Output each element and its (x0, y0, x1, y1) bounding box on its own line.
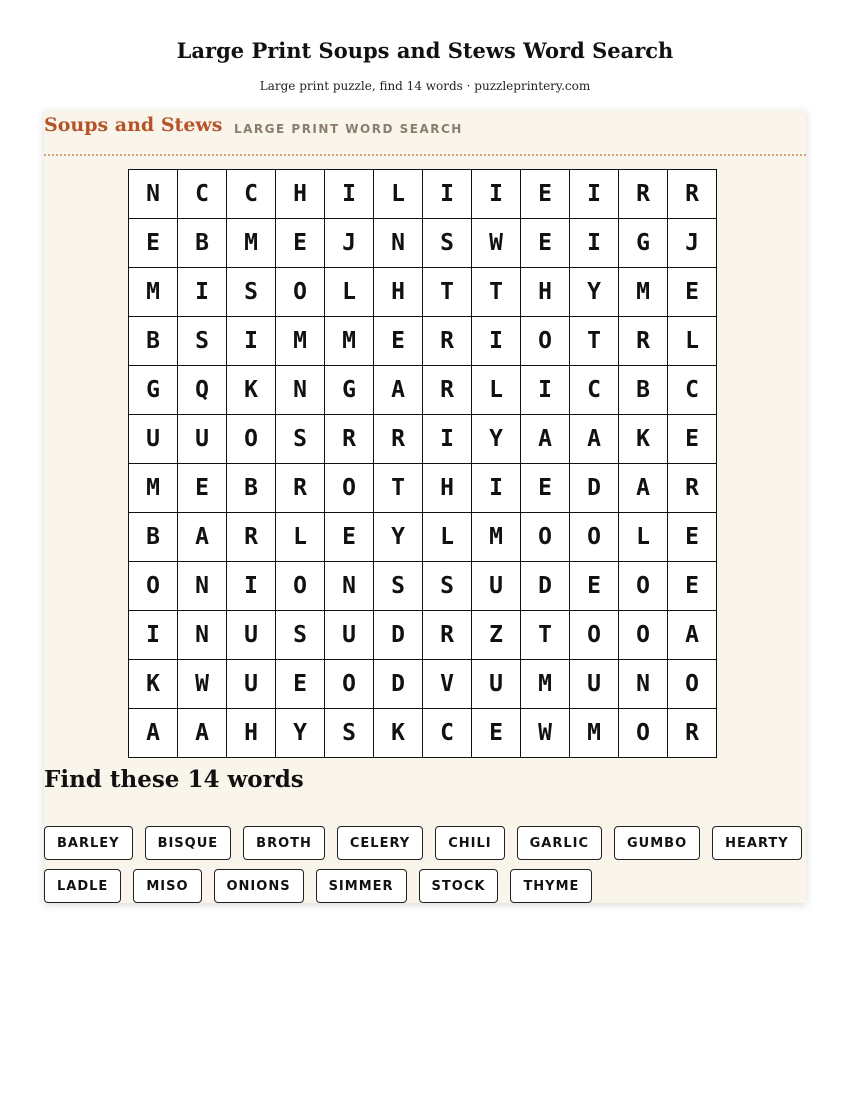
grid-cell[interactable]: R (423, 366, 472, 415)
word-chip[interactable]: STOCK (419, 869, 499, 903)
grid-cell[interactable]: A (521, 415, 570, 464)
grid-cell[interactable]: U (129, 415, 178, 464)
grid-cell[interactable]: C (570, 366, 619, 415)
grid-cell[interactable]: L (668, 317, 717, 366)
grid-cell[interactable]: E (129, 219, 178, 268)
grid-cell[interactable]: G (619, 219, 668, 268)
grid-cell[interactable]: N (178, 562, 227, 611)
grid-cell[interactable]: H (374, 268, 423, 317)
grid-cell[interactable]: J (668, 219, 717, 268)
grid-cell[interactable]: S (276, 415, 325, 464)
grid-cell[interactable]: O (276, 562, 325, 611)
grid-cell[interactable]: L (276, 513, 325, 562)
word-chip[interactable]: BARLEY (44, 826, 133, 860)
grid-cell[interactable]: I (178, 268, 227, 317)
word-chip[interactable]: THYME (510, 869, 592, 903)
grid-cell[interactable]: T (472, 268, 521, 317)
words-heading: Find these 14 words (44, 766, 304, 793)
grid-cell[interactable]: S (276, 611, 325, 660)
grid-cell[interactable]: A (668, 611, 717, 660)
grid-cell[interactable]: C (227, 170, 276, 219)
grid-cell[interactable]: B (619, 366, 668, 415)
grid-cell[interactable]: U (472, 660, 521, 709)
grid-cell[interactable]: H (521, 268, 570, 317)
grid-cell[interactable]: M (129, 268, 178, 317)
grid-cell[interactable]: O (325, 464, 374, 513)
grid-cell[interactable]: O (276, 268, 325, 317)
grid-cell[interactable]: R (668, 464, 717, 513)
grid-cell[interactable]: D (521, 562, 570, 611)
grid-cell[interactable]: M (472, 513, 521, 562)
grid-cell[interactable]: B (129, 317, 178, 366)
grid-cell[interactable]: O (619, 709, 668, 758)
grid-cell[interactable]: O (129, 562, 178, 611)
grid-cell[interactable]: T (521, 611, 570, 660)
word-chip[interactable]: CELERY (337, 826, 423, 860)
grid-cell[interactable]: S (374, 562, 423, 611)
grid-cell[interactable]: S (325, 709, 374, 758)
grid-cell[interactable]: N (129, 170, 178, 219)
grid-cell[interactable]: L (619, 513, 668, 562)
grid-cell[interactable]: O (570, 611, 619, 660)
grid-cell[interactable]: K (227, 366, 276, 415)
word-chip[interactable]: MISO (133, 869, 201, 903)
grid-cell[interactable]: D (570, 464, 619, 513)
grid-cell[interactable]: H (423, 464, 472, 513)
grid-cell[interactable]: R (668, 170, 717, 219)
grid-cell[interactable]: O (521, 317, 570, 366)
grid-cell[interactable]: I (472, 317, 521, 366)
grid-cell[interactable]: N (374, 219, 423, 268)
grid-cell[interactable]: B (178, 219, 227, 268)
grid-cell[interactable]: T (570, 317, 619, 366)
grid-cell[interactable]: E (668, 268, 717, 317)
page-subtitle: Large print puzzle, find 14 words · puzzleprintery.com (259, 79, 591, 93)
grid-cell[interactable]: K (619, 415, 668, 464)
grid-cell[interactable]: Y (276, 709, 325, 758)
grid-cell[interactable]: A (129, 709, 178, 758)
grid-cell[interactable]: I (227, 317, 276, 366)
grid-cell[interactable]: N (178, 611, 227, 660)
grid-cell[interactable]: A (178, 709, 227, 758)
grid-cell[interactable]: R (619, 317, 668, 366)
grid-cell[interactable]: M (521, 660, 570, 709)
word-chip[interactable]: SIMMER (316, 869, 407, 903)
grid-cell[interactable]: J (325, 219, 374, 268)
grid-cell[interactable]: M (619, 268, 668, 317)
grid-cell[interactable]: I (521, 366, 570, 415)
grid-cell[interactable]: R (619, 170, 668, 219)
grid-cell[interactable]: O (619, 611, 668, 660)
grid-cell[interactable]: B (227, 464, 276, 513)
grid-cell[interactable]: S (423, 219, 472, 268)
grid-cell[interactable]: C (668, 366, 717, 415)
grid-cell[interactable]: N (325, 562, 374, 611)
grid-cell[interactable]: Z (472, 611, 521, 660)
grid-cell[interactable]: B (129, 513, 178, 562)
grid-cell[interactable]: K (374, 709, 423, 758)
grid-cell[interactable]: W (521, 709, 570, 758)
grid-cell[interactable]: R (374, 415, 423, 464)
grid-cell[interactable]: O (227, 415, 276, 464)
grid-cell[interactable]: E (325, 513, 374, 562)
grid-cell[interactable]: U (227, 660, 276, 709)
grid-cell[interactable]: E (521, 219, 570, 268)
grid-cell[interactable]: M (325, 317, 374, 366)
grid-cell[interactable]: L (374, 170, 423, 219)
grid-cell[interactable]: R (423, 611, 472, 660)
grid-cell[interactable]: E (374, 317, 423, 366)
grid-cell[interactable]: M (276, 317, 325, 366)
grid-cell[interactable]: D (374, 611, 423, 660)
grid-cell[interactable]: G (325, 366, 374, 415)
letter-grid (128, 169, 717, 758)
grid-cell[interactable]: W (472, 219, 521, 268)
grid-cell[interactable]: E (472, 709, 521, 758)
grid-cell[interactable]: E (668, 562, 717, 611)
puzzle-title: Soups and Stews (44, 114, 223, 136)
grid-cell[interactable]: L (423, 513, 472, 562)
grid-cell[interactable]: U (178, 415, 227, 464)
grid-cell[interactable]: T (423, 268, 472, 317)
word-chip[interactable]: LADLE (44, 869, 121, 903)
grid-cell[interactable]: H (227, 709, 276, 758)
grid-cell[interactable]: L (472, 366, 521, 415)
grid-cell[interactable]: M (129, 464, 178, 513)
grid-cell[interactable]: S (178, 317, 227, 366)
grid-cell[interactable]: I (227, 562, 276, 611)
grid-cell[interactable]: C (423, 709, 472, 758)
grid-cell[interactable]: Y (570, 268, 619, 317)
grid-cell[interactable]: I (423, 170, 472, 219)
grid-cell[interactable]: N (619, 660, 668, 709)
grid-cell[interactable]: H (276, 170, 325, 219)
grid-cell[interactable]: E (276, 660, 325, 709)
grid-cell[interactable]: E (668, 513, 717, 562)
grid-cell[interactable]: V (423, 660, 472, 709)
word-list (44, 826, 806, 903)
grid-cell[interactable]: I (325, 170, 374, 219)
grid-cell[interactable]: C (178, 170, 227, 219)
grid-cell[interactable]: U (570, 660, 619, 709)
word-chip[interactable]: BROTH (243, 826, 325, 860)
grid-cell[interactable]: K (129, 660, 178, 709)
grid-cell[interactable]: D (374, 660, 423, 709)
grid-cell[interactable]: M (570, 709, 619, 758)
grid-cell[interactable]: I (570, 170, 619, 219)
grid-cell[interactable]: T (374, 464, 423, 513)
puzzle-header (44, 110, 806, 156)
grid-cell[interactable]: R (423, 317, 472, 366)
grid-cell[interactable]: E (276, 219, 325, 268)
grid-cell[interactable]: W (178, 660, 227, 709)
word-chip[interactable]: CHILI (435, 826, 504, 860)
grid-cell[interactable]: R (227, 513, 276, 562)
grid-cell[interactable]: Q (178, 366, 227, 415)
grid-cell[interactable]: I (423, 415, 472, 464)
grid-cell[interactable]: E (521, 464, 570, 513)
puzzle-kicker: LARGE PRINT WORD SEARCH (234, 122, 463, 136)
grid-cell[interactable]: O (325, 660, 374, 709)
grid-cell[interactable]: E (570, 562, 619, 611)
grid-cell[interactable]: R (668, 709, 717, 758)
grid-cell[interactable]: L (325, 268, 374, 317)
grid-cell[interactable]: A (619, 464, 668, 513)
page-title: Large Print Soups and Stews Word Search (176, 38, 674, 63)
grid-cell[interactable]: U (325, 611, 374, 660)
grid-cell[interactable]: E (178, 464, 227, 513)
puzzle-panel (44, 110, 806, 903)
grid-cell[interactable]: I (570, 219, 619, 268)
grid-cell[interactable]: A (178, 513, 227, 562)
grid-cell[interactable]: I (472, 170, 521, 219)
grid-cell[interactable]: A (374, 366, 423, 415)
grid-cell[interactable]: U (472, 562, 521, 611)
grid-cell[interactable]: Y (472, 415, 521, 464)
grid-cell[interactable]: O (570, 513, 619, 562)
grid-cell[interactable]: A (570, 415, 619, 464)
grid-cell[interactable]: N (276, 366, 325, 415)
grid-cell[interactable]: E (521, 170, 570, 219)
word-chip[interactable]: BISQUE (145, 826, 232, 860)
word-chip[interactable]: GUMBO (614, 826, 700, 860)
grid-cell[interactable]: S (423, 562, 472, 611)
word-chip[interactable]: HEARTY (712, 826, 802, 860)
word-chip[interactable]: ONIONS (214, 869, 304, 903)
grid-cell[interactable]: R (325, 415, 374, 464)
grid-cell[interactable]: S (227, 268, 276, 317)
grid-cell[interactable]: G (129, 366, 178, 415)
grid-cell[interactable]: M (227, 219, 276, 268)
grid-cell[interactable]: O (668, 660, 717, 709)
word-chip[interactable]: GARLIC (517, 826, 602, 860)
grid-cell[interactable]: R (276, 464, 325, 513)
grid-cell[interactable]: O (521, 513, 570, 562)
grid-cell[interactable]: I (129, 611, 178, 660)
grid-cell[interactable]: O (619, 562, 668, 611)
grid-cell[interactable]: E (668, 415, 717, 464)
grid-cell[interactable]: I (472, 464, 521, 513)
grid-cell[interactable]: U (227, 611, 276, 660)
grid-cell[interactable]: Y (374, 513, 423, 562)
